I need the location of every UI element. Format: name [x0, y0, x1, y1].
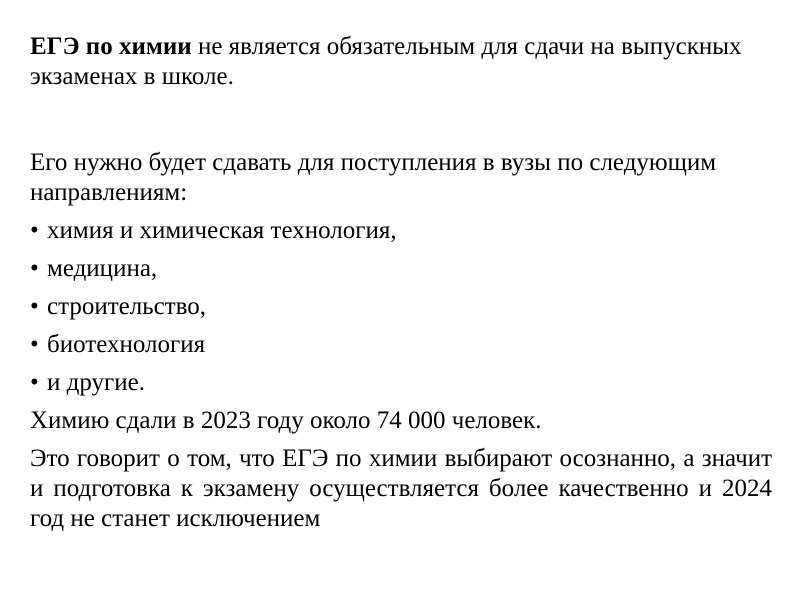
list-item	[30, 330, 772, 360]
list-item-text: медицина,	[47, 255, 158, 282]
intro-bold-subject: ЕГЭ по химии	[30, 33, 192, 60]
slide-content	[30, 32, 772, 534]
bullet-icon: •	[30, 331, 39, 358]
statistics-paragraph: Химию сдали в 2023 году около 74 000 человек.	[30, 407, 542, 434]
bullet-icon: •	[30, 255, 39, 282]
list-item	[30, 292, 772, 322]
list-item	[30, 216, 772, 246]
directions-intro: Его нужно будет сдавать для поступления в вузы по следующим направлениям:	[30, 149, 717, 206]
list-item	[30, 368, 772, 398]
list-item-text: и другие.	[47, 369, 145, 396]
intro-text: не является обязательным для сдачи на выпускных экзаменах в школе.	[30, 33, 742, 90]
list-item-text: химия и химическая технология,	[47, 217, 397, 244]
bullet-icon: •	[30, 369, 39, 396]
list-item-text: биотехнология	[47, 331, 206, 358]
bullet-icon: •	[30, 293, 39, 320]
directions-list	[30, 216, 772, 398]
list-item-text: строительство,	[47, 293, 207, 320]
bullet-icon: •	[30, 217, 39, 244]
list-item	[30, 254, 772, 284]
intro-paragraph	[30, 32, 772, 92]
conclusion-paragraph: Это говорит о том, что ЕГЭ по химии выбирают осознанно, а значит и подготовка к экзамену осуществляется более качественно и 2024 год не станет исключением	[30, 445, 772, 532]
